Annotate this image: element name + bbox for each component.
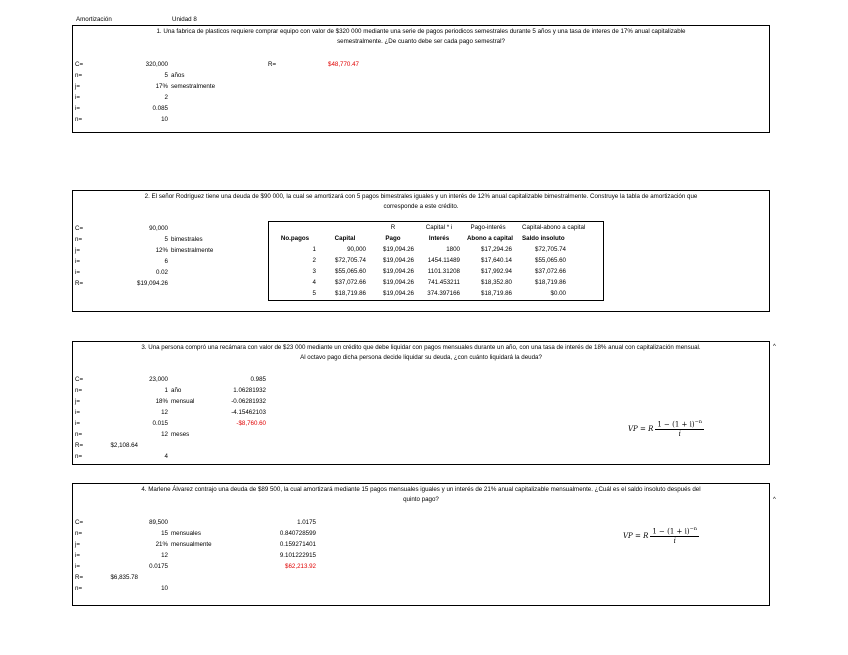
var-value: 4 (164, 453, 168, 460)
var-label: i= (75, 563, 80, 570)
var-value: 10 (161, 116, 168, 123)
table-header-top: Capital * i (425, 224, 453, 231)
var-value: $2,108.64 (110, 442, 138, 449)
var-value: 6 (164, 258, 168, 265)
var-value: 17% (155, 83, 168, 90)
formula-lhs: VP = R (628, 424, 654, 433)
var-value: 89,500 (149, 519, 168, 526)
table-cell: $55,065.60 (535, 257, 566, 264)
table-cell: 90,000 (347, 246, 366, 253)
var-unit: años (171, 72, 185, 79)
var-value: 12 (161, 552, 168, 559)
var-label: n= (75, 236, 83, 243)
payment-label: R= (268, 61, 277, 68)
var-unit: mensualmente (171, 541, 212, 548)
table-cell: $18,719.86 (335, 290, 366, 297)
var-label: j= (75, 398, 80, 405)
var-label: C= (75, 225, 84, 232)
payment-result: $48,770.47 (328, 61, 359, 68)
scroll-marker: ^ (773, 497, 776, 503)
calc-value: 1.0175 (297, 519, 316, 526)
calc-value: 9.101222915 (279, 552, 316, 559)
table-header: Interés (428, 235, 450, 242)
var-unit: año (171, 387, 182, 394)
table-cell: 1 (312, 246, 316, 253)
var-value: 320,000 (145, 61, 168, 68)
table-header: No.pagos (280, 235, 310, 242)
var-label: i= (75, 94, 80, 101)
table-cell: $37,072.66 (335, 279, 366, 286)
var-value: 23,000 (149, 376, 168, 383)
balance-result: -$8,760.60 (236, 420, 266, 427)
calc-value: -4.15462103 (231, 409, 266, 416)
var-value: 10 (161, 585, 168, 592)
scroll-marker: ^ (773, 344, 776, 350)
present-value-formula (628, 420, 704, 438)
var-label: n= (75, 453, 83, 460)
var-label: j= (75, 541, 80, 548)
table-cell: $17,640.14 (481, 257, 512, 264)
problem-4-statement-line-2: quinto pago? (403, 496, 439, 503)
var-value: 12 (161, 431, 168, 438)
var-unit: bimestralmente (171, 247, 214, 254)
var-value: 5 (164, 72, 168, 79)
header-title: Amortización (76, 16, 112, 23)
table-cell: 4 (312, 279, 316, 286)
problem-4-statement-line-1: 4. Marlene Álvarez contrajo una deuda de $89 500, la cual amortizará mediante 15 pagos mensuales iguales y un interés de 21% anual capitalizable mensualmente. ¿Cuál es el saldo insoluto después del (141, 486, 701, 493)
var-value: 2 (164, 94, 168, 101)
table-cell: 741.453211 (427, 279, 460, 286)
var-value: 90,000 (149, 225, 168, 232)
problem-1-statement-line-1: 1. Una fabrica de plasticos requiere comprar equipo con valor de $320 000 mediante una serie de pagos periodicos semestrales durante 5 años y una tasa de interes de 17% anual capitalizable (156, 28, 686, 35)
formula-fraction (655, 420, 704, 438)
problem-2-statement-line-2: corresponde a este crédito. (383, 203, 459, 210)
var-label: n= (75, 116, 83, 123)
var-label: C= (75, 519, 84, 526)
var-label: R= (75, 574, 84, 581)
formula-numerator: $1 - (1 + i)^{-n}$ (657, 419, 703, 429)
present-value-formula (623, 527, 699, 545)
var-label: C= (75, 61, 84, 68)
var-value: 0.0175 (149, 563, 168, 570)
table-header: Capital (334, 235, 356, 242)
problem-1-statement-line-2: semestralmente. ¿De cuanto debe ser cada pago semestral? (337, 38, 505, 45)
table-cell: 1454.11489 (427, 257, 460, 264)
calc-value: 0.985 (250, 376, 266, 383)
var-value: 15 (161, 530, 168, 537)
formula-lhs: VP = R (623, 531, 649, 540)
table-cell: 1101.31208 (427, 268, 460, 275)
var-value: 12% (155, 247, 168, 254)
var-label: i= (75, 105, 80, 112)
formula-numerator: $1 - (1 + i)^{-n}$ (652, 526, 698, 536)
table-cell: $18,719.86 (535, 279, 566, 286)
table-cell: $19,094.26 (383, 246, 414, 253)
table-cell: $18,352.80 (481, 279, 512, 286)
var-label: j= (75, 247, 80, 254)
var-label: n= (75, 431, 83, 438)
var-value: 0.02 (155, 269, 168, 276)
table-cell: $19,094.26 (383, 290, 414, 297)
var-label: n= (75, 387, 83, 394)
var-label: i= (75, 269, 80, 276)
var-value: 0.085 (152, 105, 168, 112)
problem-2-statement-line-1: 2. El señor Rodriguez tiene una deuda de $90 000, la cual se amortizará con 5 pagos bimestrales iguales y un interés de 12% anual capitalizable bimestralmente. Construye la tabla de amortización que (144, 193, 698, 200)
var-unit: bimestrales (171, 236, 203, 243)
table-header: Pago (385, 235, 401, 242)
table-cell: $0.00 (550, 290, 566, 297)
calc-value: 0.840728599 (279, 530, 316, 537)
var-value: 21% (155, 541, 168, 548)
problem-3-statement-line-1: 3. Una persona compró una recámara con valor de $23 000 mediante un crédito que debe liquidar con pagos mensuales durante un año, con una tasa de interés de 18% anual con capitalización mensual. (141, 344, 701, 351)
table-header-top: Pago-interés (470, 224, 506, 231)
table-cell: $37,072.66 (535, 268, 566, 275)
header-unit: Unidad 8 (172, 16, 197, 23)
var-value: $19,094.26 (137, 280, 168, 287)
calc-value: -0.06281932 (231, 398, 266, 405)
formula-fraction (650, 527, 699, 545)
table-cell: 5 (312, 290, 316, 297)
problem-3-statement-line-2: Al octavo pago dicha persona decide liquidar su deuda, ¿con cuánto liquidará la deuda? (300, 354, 542, 361)
var-value: 18% (155, 398, 168, 405)
var-label: i= (75, 552, 80, 559)
calc-value: 0.159271401 (279, 541, 316, 548)
calc-value: 1.06281932 (233, 387, 266, 394)
var-label: R= (75, 280, 84, 287)
table-cell: $55,065.60 (335, 268, 366, 275)
var-unit: mensual (171, 398, 195, 405)
var-label: n= (75, 72, 83, 79)
var-unit: semestralmente (171, 83, 216, 90)
var-value: $6,835.78 (110, 574, 138, 581)
table-cell: $19,094.26 (383, 257, 414, 264)
var-label: i= (75, 409, 80, 416)
formula-denominator: i (673, 537, 676, 546)
var-label: j= (75, 83, 80, 90)
var-value: 5 (164, 236, 168, 243)
table-cell: 374.397166 (427, 290, 460, 297)
table-cell: $17,294.26 (481, 246, 512, 253)
table-header-top: Capital-abono a capital (522, 224, 586, 231)
formula-denominator: i (678, 430, 681, 439)
table-header: Abono a capital (466, 235, 514, 242)
table-cell: 3 (312, 268, 316, 275)
var-label: i= (75, 420, 80, 427)
var-unit: meses (171, 431, 190, 438)
var-value: 1 (164, 387, 168, 394)
table-cell: $17,992.94 (481, 268, 512, 275)
table-cell: 1800 (446, 246, 460, 253)
var-label: n= (75, 530, 83, 537)
table-cell: $72,705.74 (535, 246, 566, 253)
table-header-top: R (390, 224, 396, 231)
var-value: 0.015 (152, 420, 168, 427)
table-header: Saldo insoluto (522, 235, 565, 242)
balance-result: $62,213.92 (285, 563, 316, 570)
table-cell: $19,094.26 (383, 268, 414, 275)
var-label: n= (75, 585, 83, 592)
var-unit: mensuales (171, 530, 201, 537)
table-cell: $72,705.74 (335, 257, 366, 264)
var-value: 12 (161, 409, 168, 416)
var-label: R= (75, 442, 84, 449)
table-cell: $19,094.26 (383, 279, 414, 286)
var-label: i= (75, 258, 80, 265)
var-label: C= (75, 376, 84, 383)
table-cell: 2 (312, 257, 316, 264)
table-cell: $18,719.86 (481, 290, 512, 297)
